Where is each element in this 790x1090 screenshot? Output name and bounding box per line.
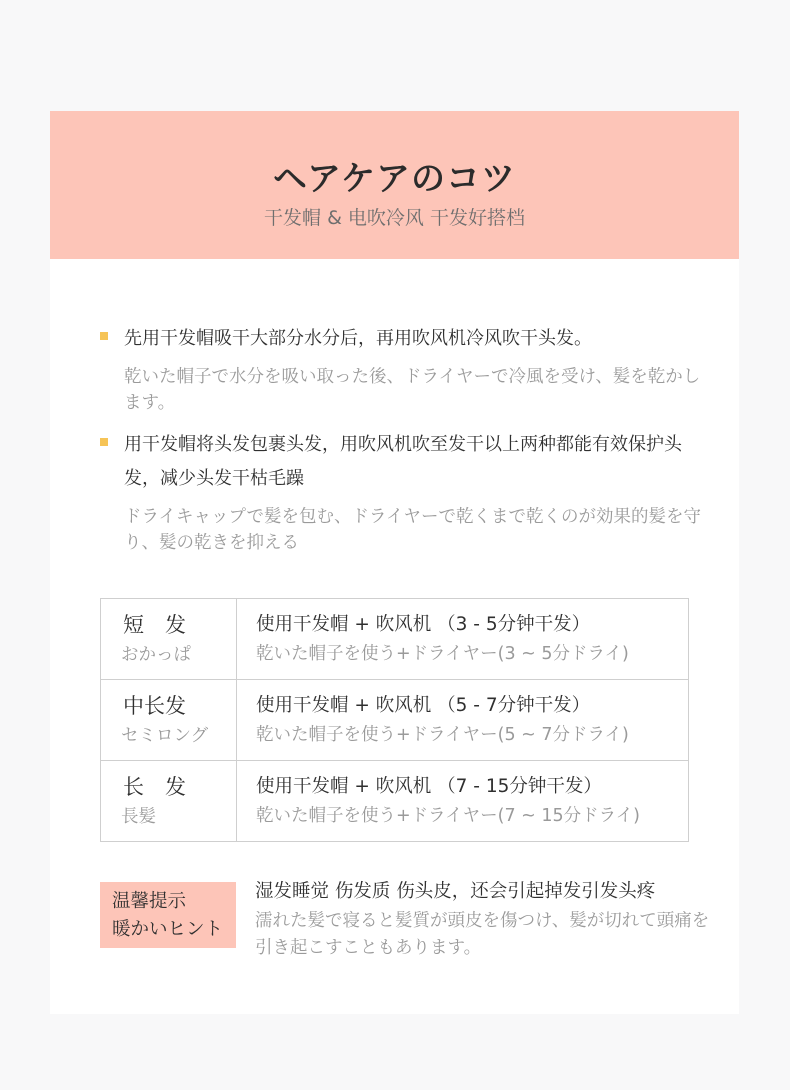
- hint-label-chinese: 温馨提示: [112, 891, 187, 912]
- drying-method-cell: [237, 680, 689, 761]
- hair-type-japanese: 長髪: [121, 807, 156, 827]
- page-title: ヘアケアのコツ: [273, 159, 516, 199]
- hair-type-japanese: セミロング: [121, 726, 209, 746]
- page-subtitle: 干发帽 & 电吹冷风 干发好搭档: [264, 207, 525, 229]
- header-banner: [50, 111, 739, 259]
- tip-text-chinese: 先用干发帽吸干大部分水分后，再用吹风机冷风吹干头发。: [124, 328, 592, 349]
- drying-method-japanese: 乾いた帽子を使う+ドライヤー(7 ~ 15分ドライ): [256, 806, 640, 826]
- square-bullet-icon: [100, 332, 108, 340]
- drying-method-japanese: 乾いた帽子を使う+ドライヤー(5 ~ 7分ドライ): [256, 725, 629, 745]
- hint-label-box: [100, 882, 236, 948]
- hint-text-chinese: 湿发睡觉 伤发质 伤头皮，还会引起掉发引发头疼: [255, 881, 656, 902]
- tip-text-chinese: 用干发帽将头发包裹头发，用吹风机吹至发干以上两种都能有效保护头发，减少头发干枯毛躁: [124, 434, 682, 489]
- hair-type-cell: [101, 599, 237, 680]
- square-bullet-icon: [100, 438, 108, 446]
- table-row: [101, 599, 689, 680]
- table-row: [101, 761, 689, 842]
- drying-method-japanese: 乾いた帽子を使う+ドライヤー(3 ~ 5分ドライ): [256, 644, 629, 664]
- hair-length-table: [100, 598, 689, 842]
- hint-label-japanese: 暖かいヒント: [112, 919, 224, 940]
- drying-method-cell: [237, 761, 689, 842]
- hair-care-card: [50, 111, 739, 1014]
- tip-text-japanese: 乾いた帽子で水分を吸い取った後、ドライヤーで冷風を受け、髪を乾かします。: [124, 367, 701, 413]
- tip-text-japanese: ドライキャップで髪を包む、ドライヤーで乾くまで乾くのが効果的髪を守り、髪の乾きを抑える: [124, 507, 701, 553]
- drying-method-chinese: 使用干发帽 + 吹风机 （3 - 5分钟干发）: [256, 614, 591, 635]
- hair-type-cell: [101, 761, 237, 842]
- drying-method-chinese: 使用干发帽 + 吹风机 （7 - 15分钟干发）: [256, 776, 602, 797]
- drying-method-chinese: 使用干发帽 + 吹风机 （5 - 7分钟干发）: [256, 695, 591, 716]
- table-row: [101, 680, 689, 761]
- hair-type-chinese: 短 发: [123, 613, 186, 637]
- hint-text-japanese: 濡れた髪で寝ると髪質が頭皮を傷つけ、髪が切れて頭痛を引き起こすこともあります。: [255, 911, 710, 958]
- hair-type-chinese: 长 发: [123, 775, 186, 799]
- hair-type-japanese: おかっぱ: [121, 645, 191, 665]
- hair-type-cell: [101, 680, 237, 761]
- drying-method-cell: [237, 599, 689, 680]
- hair-type-chinese: 中长发: [123, 694, 186, 718]
